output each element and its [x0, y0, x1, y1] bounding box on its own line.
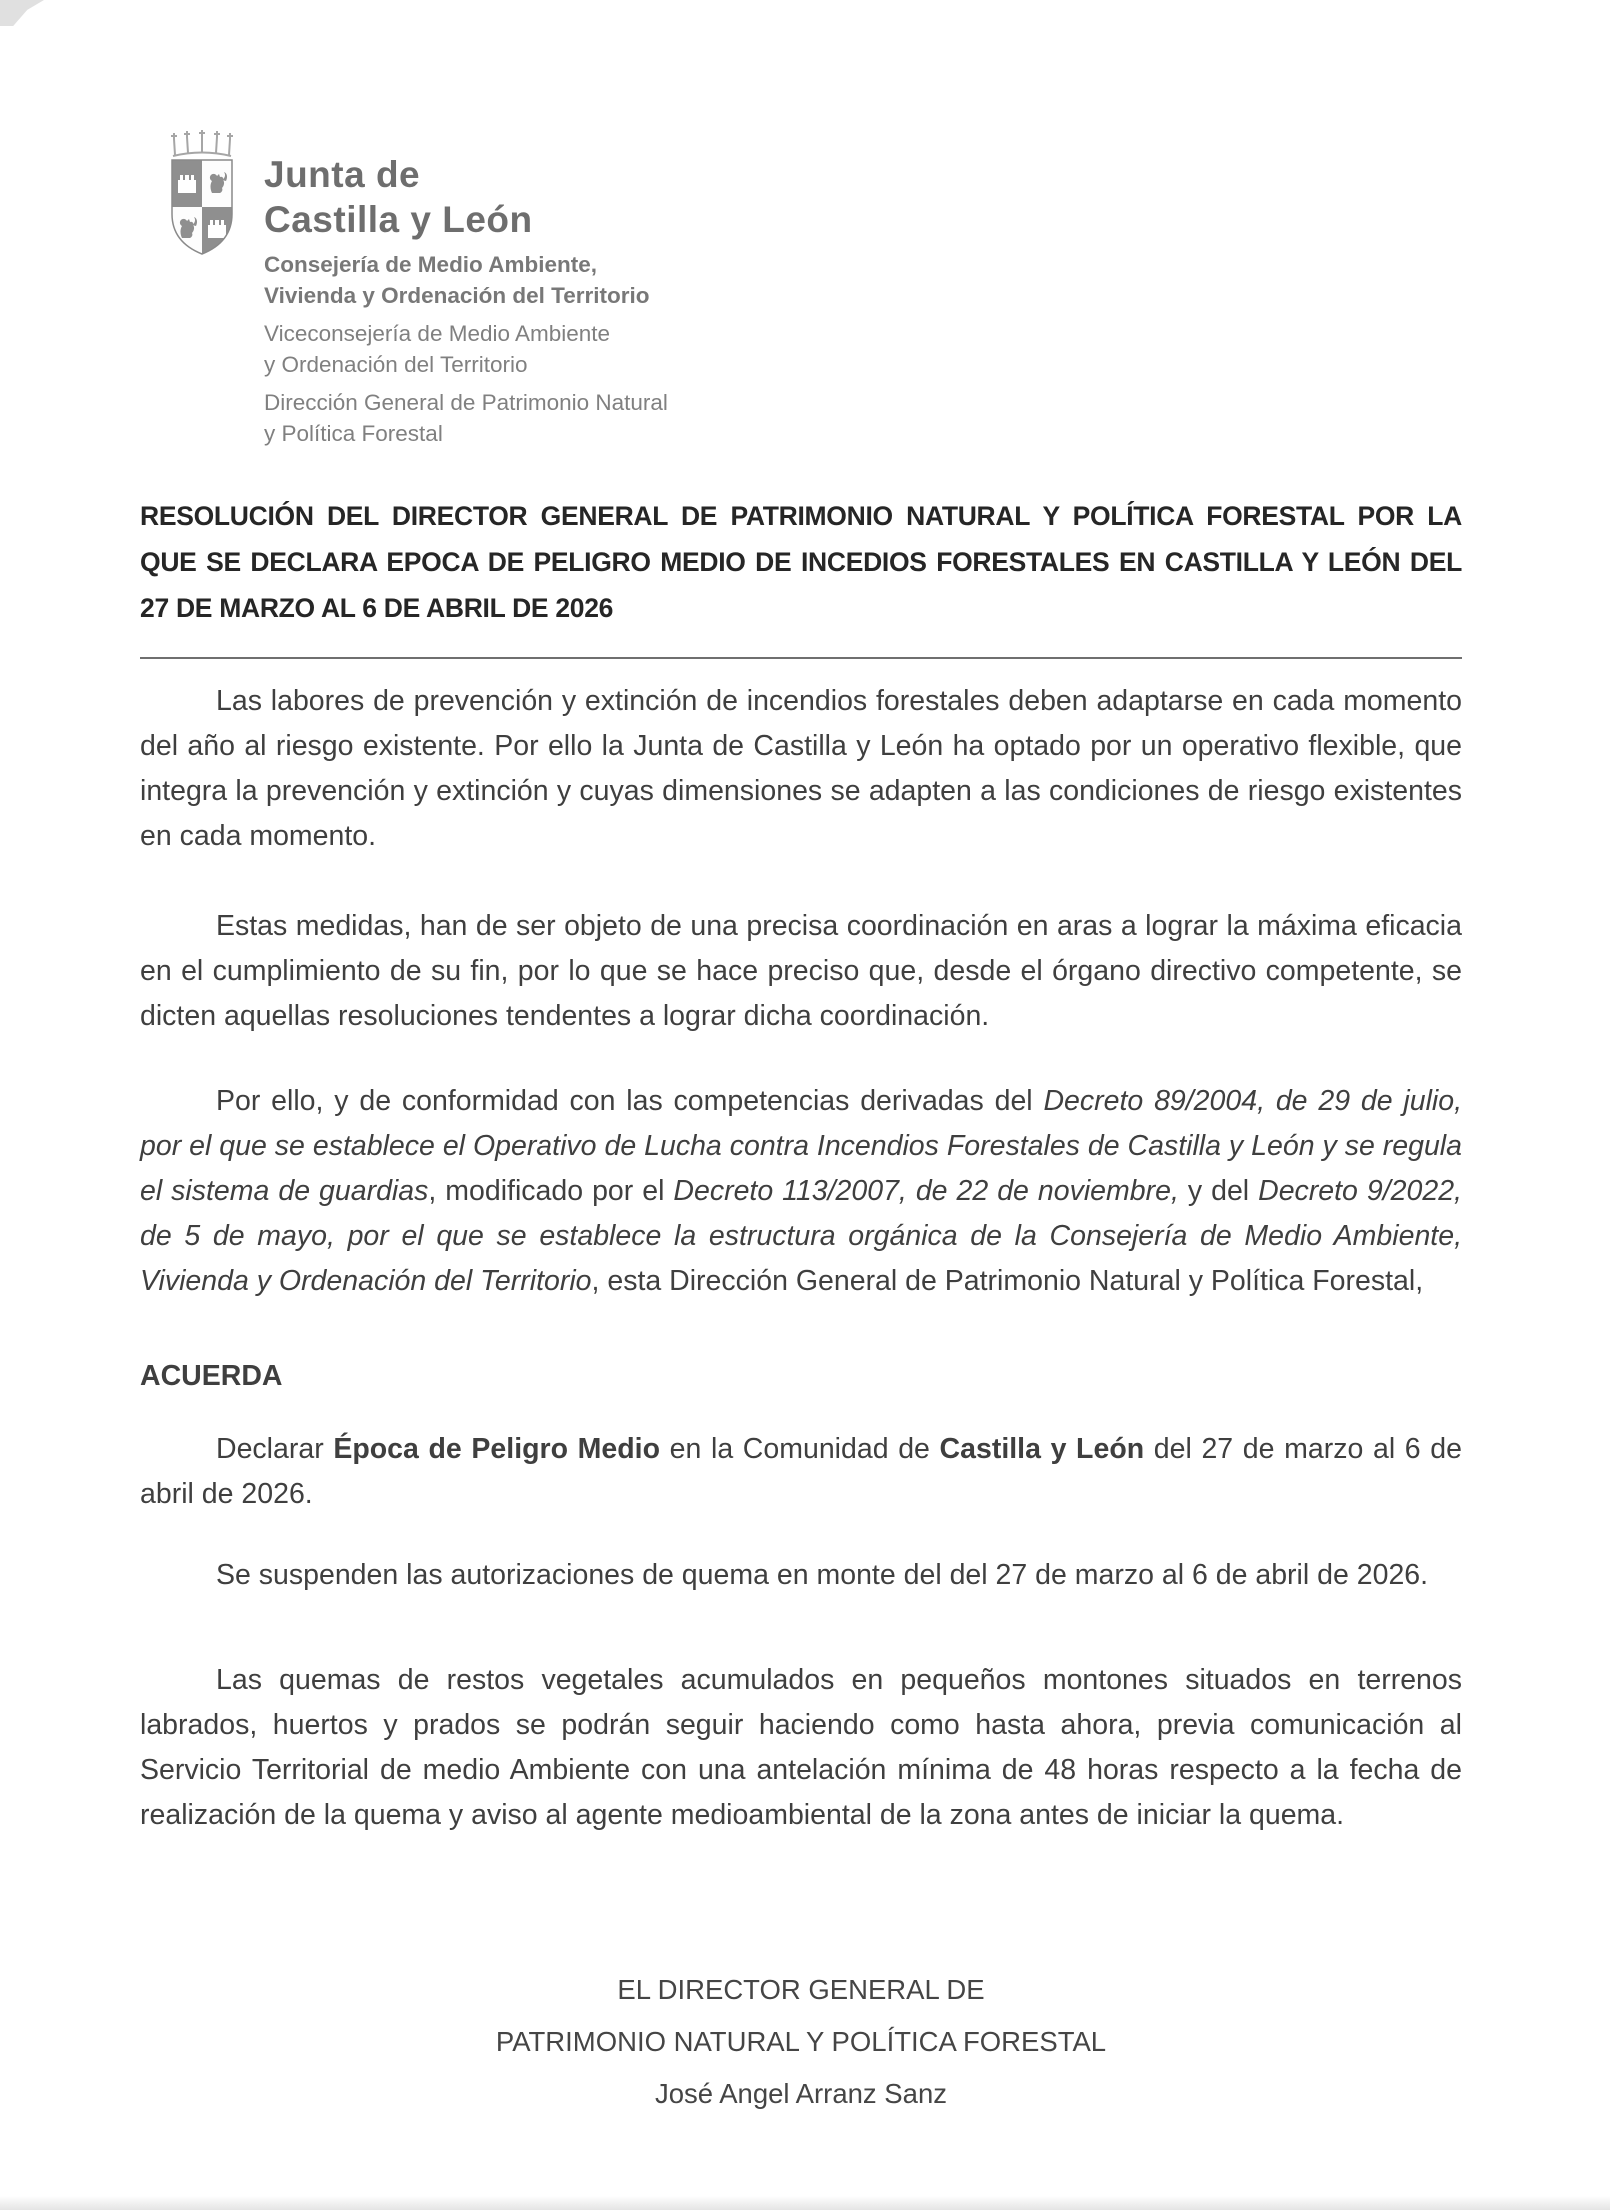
signature-line1: EL DIRECTOR GENERAL DE: [617, 1974, 985, 2005]
paragraph-suspension-quemas: Se suspenden las autorizaciones de quema en monte del del 27 de marzo al 6 de abril de 2026.: [216, 1559, 1429, 1591]
org-name-line1: Junta de: [264, 154, 421, 195]
viceconsejeria-line2: y Ordenación del Territorio: [264, 352, 528, 377]
document-title: [140, 493, 1462, 631]
paragraph-declaracion: [140, 1427, 1462, 1517]
p4-seg5: del 27 de marzo al 6 de abril de 2026.: [140, 1433, 1462, 1510]
consejeria-line1: Consejería de Medio Ambiente,: [264, 252, 597, 277]
direccion-line2: y Política Forestal: [264, 421, 443, 446]
p3-decreto-9-2022: Decreto 9/2022, de 5 de mayo, por el que se establece la estructura orgánica de la Consejería de Medio Ambiente, Vivienda y Ordenación del Territorio: [140, 1175, 1462, 1297]
viceconsejeria-name: [264, 318, 668, 380]
document-title-line2: QUE SE DECLARA EPOCA DE PELIGRO MEDIO DE INCEDIOS FORESTALES EN CASTILLA Y LEÓN DEL: [140, 547, 1462, 577]
p3-decreto-89-2004: Decreto 89/2004, de 29 de julio, por el que se establece el Operativo de Lucha contra Incendios Forestales de Castilla y León y se regula el sistema de guardias: [140, 1085, 1462, 1207]
org-name: [264, 152, 668, 242]
consejeria-name: [264, 249, 668, 311]
letterhead: [160, 112, 1462, 449]
letterhead-text: [264, 152, 668, 449]
signature-block: [140, 1964, 1462, 2120]
paragraph-medidas: Estas medidas, han de ser objeto de una precisa coordinación en aras a lograr la máxima eficacia en el cumplimiento de su fin, por lo que se hace preciso que, desde el órgano directivo competente, se dicten aquellas resoluciones tendentes a lograr dicha coordinación.: [140, 910, 1462, 1032]
p3-seg7: , esta Dirección General de Patrimonio Natural y Política Forestal,: [591, 1265, 1424, 1297]
p3-seg5: y del: [1178, 1175, 1259, 1207]
org-name-line2: Castilla y León: [264, 199, 533, 240]
acuerda-heading: ACUERDA: [140, 1360, 283, 1392]
crown-icon: [171, 130, 233, 156]
p4-epoca-peligro-medio: Época de Peligro Medio: [333, 1433, 660, 1465]
p3-decreto-113-2007: Decreto 113/2007, de 22 de noviembre,: [673, 1175, 1179, 1207]
p3-seg3: , modificado por el: [428, 1175, 674, 1207]
consejeria-line2: Vivienda y Ordenación del Territorio: [264, 283, 650, 308]
scan-artifact: [0, 0, 44, 26]
p3-seg1: Por ello, y de conformidad con las competencias derivadas del: [216, 1085, 1044, 1117]
signature-line2: PATRIMONIO NATURAL Y POLÍTICA FORESTAL: [495, 2026, 1107, 2057]
document-title-line1: RESOLUCIÓN DEL DIRECTOR GENERAL DE PATRIMONIO NATURAL Y POLÍTICA FORESTAL POR LA: [140, 501, 1462, 531]
p4-seg3: en la Comunidad de: [660, 1433, 940, 1465]
castilla-y-leon-coat-of-arms-icon: [160, 126, 244, 258]
p4-seg1: Declarar: [216, 1433, 334, 1465]
paragraph-conformidad: [140, 1079, 1462, 1304]
p4-castilla-y-leon: Castilla y León: [939, 1433, 1145, 1465]
horizontal-rule: [140, 657, 1462, 659]
viceconsejeria-line1: Viceconsejería de Medio Ambiente: [264, 321, 611, 346]
direccion-general-name: [264, 387, 668, 449]
direccion-line1: Dirección General de Patrimonio Natural: [264, 390, 668, 415]
paragraph-quemas-restos: Las quemas de restos vegetales acumulados en pequeños montones situados en terrenos labrados, huertos y prados se podrán seguir haciendo como hasta ahora, previa comunicación al Servicio Territorial de medio Ambiente con una antelación mínima de 48 horas respecto a la fecha de realización de la quema y aviso al agente medioambiental de la zona antes de iniciar la quema.: [140, 1664, 1462, 1831]
paragraph-labores: Las labores de prevención y extinción de incendios forestales deben adaptarse en cada momento del año al riesgo existente. Por ello la Junta de Castilla y León ha optado por un operativo flexible, que integra la prevención y extinción y cuyas dimensiones se adapten a las condiciones de riesgo existentes en cada momento.: [140, 685, 1462, 852]
scan-edge-shadow: [0, 2196, 1610, 2210]
signature-name: José Angel Arranz Sanz: [655, 2078, 947, 2109]
document-title-line3: 27 DE MARZO AL 6 DE ABRIL DE 2026: [140, 593, 614, 623]
